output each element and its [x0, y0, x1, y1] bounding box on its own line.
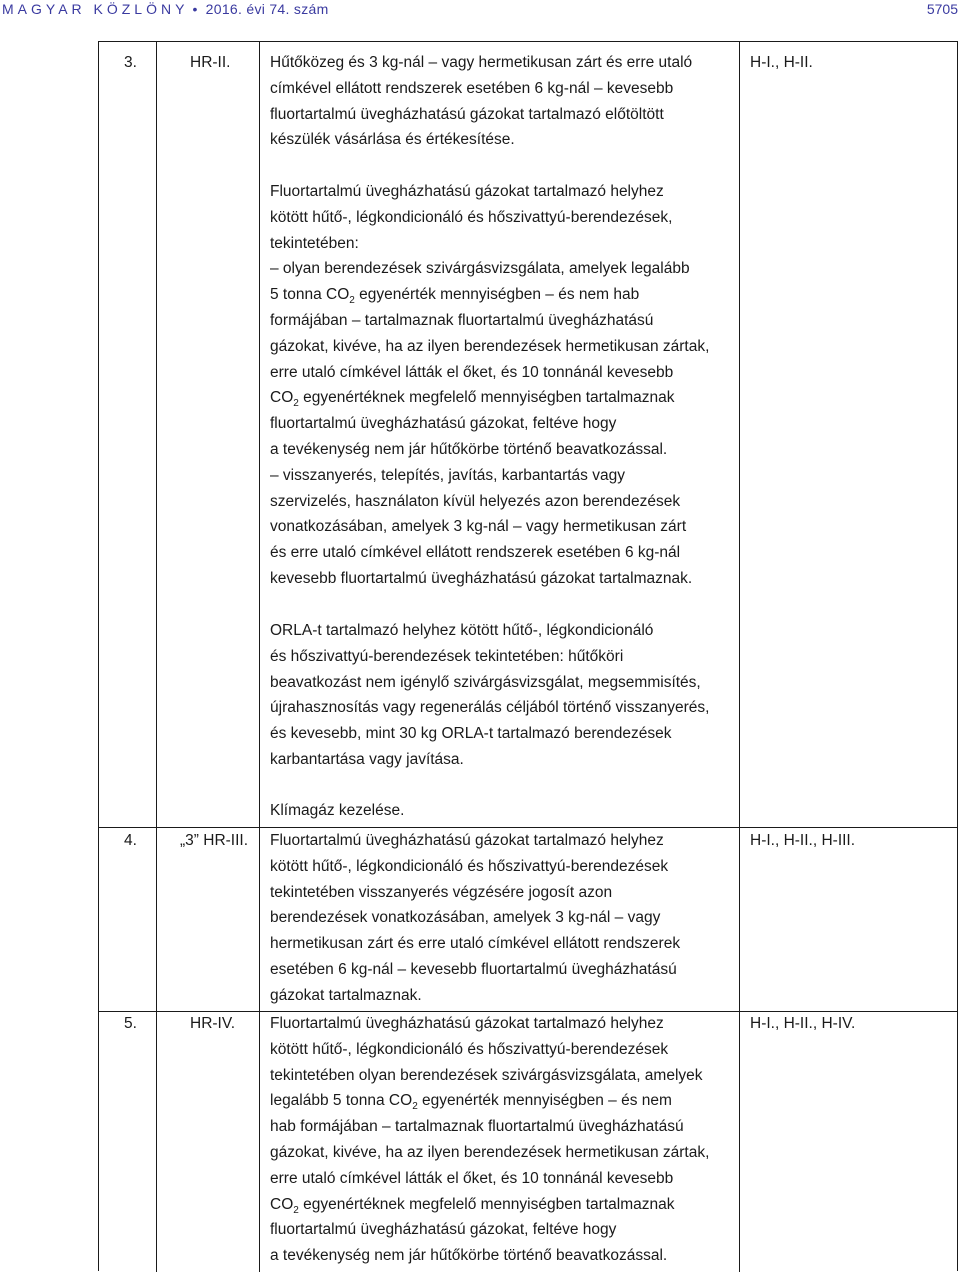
row-4-code: „3” HR-III. [180, 832, 249, 849]
row-3-paragraph-2 [270, 179, 750, 592]
text-line: erre utaló címkével látták el őket, és 10 tonnánál kevesebb [270, 1169, 674, 1187]
text-line: vonatkozásában, amelyek 3 kg-nál – vagy hermetikusan zárt [270, 518, 687, 536]
text-run: egyenértéknek megfelelő mennyiségben tartalmaznak [298, 1195, 675, 1213]
row-3-paragraph-4 [270, 798, 750, 824]
journal-running-head [2, 1, 329, 17]
subscript: 2 [293, 398, 299, 410]
text-line: erre utaló címkével látták el őket, és 10 tonnánál kevesebb [270, 363, 674, 381]
text-line: tekintetében olyan berendezések szivárgásvizsgálata, amelyek [270, 1066, 703, 1084]
row-5-code: HR-IV. [190, 1015, 236, 1032]
text-line: és hőszivattyú-berendezések tekintetében: hűtőköri [270, 647, 624, 665]
text-line: fluortartalmú üvegházhatású gázokat tartalmazó előtöltött [270, 105, 664, 123]
text-line: a tevékenység nem jár hűtőkörbe történő beavatkozással. [270, 440, 668, 458]
text-line: – olyan berendezések szivárgásvizsgálata, amelyek legalább [270, 260, 690, 278]
row-3-number: 3. [124, 54, 137, 71]
page-header [0, 0, 960, 24]
header-bullet: • [192, 1, 198, 17]
row-3-paragraph-1 [270, 50, 750, 153]
text-line: – visszanyerés, telepítés, javítás, karbantartás vagy [270, 466, 625, 484]
text-line: Klímagáz kezelése. [270, 802, 405, 819]
subscript: 2 [412, 1101, 418, 1113]
column-divider-code [259, 41, 260, 1272]
text-line: fluortartalmú üvegházhatású gázokat, feltéve hogy [270, 415, 617, 433]
text-run: legalább 5 tonna CO [270, 1092, 413, 1110]
row-3-code: HR-II. [190, 54, 231, 71]
subscript: 2 [293, 1204, 299, 1216]
text-line: hab formájában – tartalmaznak fluortartalmú üvegházhatású [270, 1118, 684, 1136]
subscript: 2 [349, 295, 355, 307]
text-line: hermetikusan zárt és erre utaló címkével ellátott rendszerek [270, 935, 681, 953]
text-run: egyenértéknek megfelelő mennyiségben tartalmaznak [298, 389, 675, 407]
text-line: szervizelés, használaton kívül helyezés azon berendezések [270, 492, 681, 510]
text-line-with-subscript [270, 1088, 750, 1114]
row-3-levels: H-I., H-II. [750, 54, 813, 71]
row-4-levels: H-I., H-II., H-III. [750, 832, 856, 849]
page-number: 5705 [926, 1, 958, 17]
text-line: Fluortartalmú üvegházhatású gázokat tartalmazó helyhez [270, 832, 664, 849]
row-4-description [270, 828, 750, 1009]
text-line: formájában – tartalmaznak fluortartalmú üvegházhatású [270, 311, 654, 329]
text-run: CO [270, 1195, 294, 1213]
text-line-with-subscript [270, 385, 750, 411]
text-line: ORLA-t tartalmazó helyhez kötött hűtő-, légkondicionáló [270, 622, 654, 639]
text-line: tekintetében visszanyerés végzésére jogosít azon [270, 883, 613, 901]
row-5-levels: H-I., H-II., H-IV. [750, 1015, 856, 1032]
text-line: a tevékenység nem jár hűtőkörbe történő beavatkozással. [270, 1247, 668, 1265]
text-line: kötött hűtő-, légkondicionáló és hőszivattyú-berendezések, [270, 208, 673, 226]
row-5-number: 5. [124, 1015, 137, 1032]
issue-label: 2016. évi 74. szám [205, 1, 329, 17]
text-line: kevesebb fluortartalmú üvegházhatású gázokat tartalmaznak. [270, 569, 693, 587]
text-line: címkével ellátott rendszerek esetében 6 kg-nál – kevesebb [270, 79, 674, 97]
text-line: és erre utaló címkével ellátott rendszerek esetében 6 kg-nál [270, 544, 681, 562]
text-line-with-subscript [270, 282, 750, 308]
text-line: készülék vásárlása és értékesítése. [270, 131, 515, 149]
text-line: Fluortartalmú üvegházhatású gázokat tartalmazó helyhez [270, 1015, 664, 1032]
text-line-with-subscript [270, 1192, 750, 1218]
row-3-paragraph-3 [270, 618, 750, 773]
text-line: kötött hűtő-, légkondicionáló és hőszivattyú-berendezések [270, 1040, 669, 1058]
text-run: 5 tonna CO [270, 286, 350, 304]
journal-title: MAGYAR KÖZLÖNY [2, 1, 189, 17]
text-line: gázokat, kivéve, ha az ilyen berendezések hermetikusan zártak, [270, 337, 710, 355]
text-line: berendezések vonatkozásában, amelyek 3 kg-nál – vagy [270, 909, 661, 927]
text-run: egyenérték mennyiségben – és nem hab [354, 286, 640, 304]
text-line: és kevesebb, mint 30 kg ORLA-t tartalmazó berendezések [270, 725, 672, 743]
text-line: Hűtőközeg és 3 kg-nál – vagy hermetikusan zárt és erre utaló [270, 54, 693, 71]
row-5-description [270, 1011, 750, 1269]
text-line: karbantartása vagy javítása. [270, 750, 464, 768]
text-run: egyenérték mennyiségben – és nem [417, 1092, 672, 1110]
column-divider-num [156, 41, 157, 1272]
text-line: kötött hűtő-, légkondicionáló és hőszivattyú-berendezések [270, 857, 669, 875]
qualification-table [98, 41, 958, 1272]
text-line: újrahasznosítás vagy regenerálás céljából történő visszanyerés, [270, 699, 710, 717]
text-line: gázokat tartalmaznak. [270, 986, 422, 1004]
text-line: gázokat, kivéve, ha az ilyen berendezések hermetikusan zártak, [270, 1143, 710, 1161]
text-line: beavatkozást nem igénylő szivárgásvizsgálat, megsemmisítés, [270, 673, 701, 691]
text-line: Fluortartalmú üvegházhatású gázokat tartalmazó helyhez [270, 183, 664, 200]
row-4-number: 4. [124, 832, 137, 849]
text-line: esetében 6 kg-nál – kevesebb fluortartalmú üvegházhatású [270, 960, 677, 978]
text-line: tekintetében: [270, 234, 359, 252]
text-line: fluortartalmú üvegházhatású gázokat, feltéve hogy [270, 1221, 617, 1239]
text-run: CO [270, 389, 294, 407]
